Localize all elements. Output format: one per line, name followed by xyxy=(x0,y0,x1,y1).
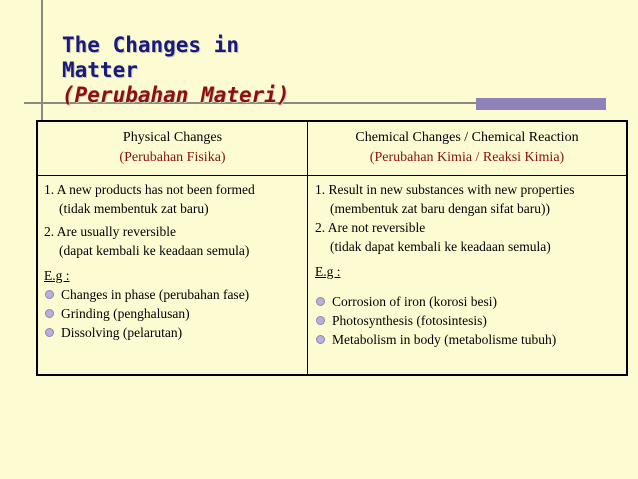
header-chemical xyxy=(308,128,626,168)
list-item xyxy=(315,292,574,311)
title-line-3: (Perubahan Materi) xyxy=(62,83,290,107)
header-physical xyxy=(38,128,307,168)
physical-eg-label: E.g : xyxy=(44,268,70,283)
chemical-item-1 xyxy=(315,180,574,218)
physical-example-1: Changes in phase (perubahan fase) xyxy=(61,287,250,302)
list-item xyxy=(44,304,255,323)
header-chemical-en: Chemical Changes / Chemical Reaction xyxy=(355,130,579,145)
chemical-item-1-id: (membentuk zat baru dengan sifat baru)) xyxy=(330,201,551,216)
physical-item-1-id: (tidak membentuk zat baru) xyxy=(59,201,209,216)
comparison-table xyxy=(36,120,628,376)
bullet-icon xyxy=(316,335,325,344)
physical-item-1 xyxy=(44,180,255,218)
chemical-example-1: Corrosion of iron (korosi besi) xyxy=(332,294,497,309)
physical-example-2: Grinding (penghalusan) xyxy=(61,306,190,321)
list-item xyxy=(315,330,574,349)
chemical-item-2-id: (tidak dapat kembali ke keadaan semula) xyxy=(330,239,551,254)
bullet-icon xyxy=(45,309,54,318)
list-item xyxy=(44,323,255,342)
header-physical-en: Physical Changes xyxy=(122,130,223,145)
chemical-example-3: Metabolism in body (metabolisme tubuh) xyxy=(332,332,557,347)
physical-cell xyxy=(44,180,255,342)
accent-bar xyxy=(476,98,606,110)
physical-item-2-en: 2. Are usually reversible xyxy=(44,224,176,239)
chemical-example-2: Photosynthesis (fotosintesis) xyxy=(332,313,487,328)
bullet-icon xyxy=(45,290,54,299)
title-line-1: The Changes in xyxy=(62,33,240,57)
header-divider xyxy=(38,175,626,176)
physical-item-2 xyxy=(44,222,255,260)
physical-example-3: Dissolving (pelarutan) xyxy=(61,325,183,340)
header-physical-id: (Perubahan Fisika) xyxy=(119,150,226,165)
physical-examples xyxy=(44,285,255,342)
bullet-icon xyxy=(316,316,325,325)
header-chemical-id: (Perubahan Kimia / Reaksi Kimia) xyxy=(369,150,565,165)
chemical-examples xyxy=(315,292,574,349)
list-item xyxy=(315,311,574,330)
chemical-item-2-en: 2. Are not reversible xyxy=(315,220,426,235)
chemical-item-2 xyxy=(315,218,574,256)
physical-item-2-id: (dapat kembali ke keadaan semula) xyxy=(59,243,250,258)
chemical-item-1-en: 1. Result in new substances with new properties xyxy=(315,182,575,197)
title-line-2: Matter xyxy=(62,58,138,82)
slide-title xyxy=(62,33,290,108)
chemical-eg-label: E.g : xyxy=(315,264,341,279)
list-item xyxy=(44,285,255,304)
bullet-icon xyxy=(45,328,54,337)
physical-item-1-en: 1. A new products has not been formed xyxy=(44,182,255,197)
chemical-cell xyxy=(315,180,574,349)
bullet-icon xyxy=(316,297,325,306)
